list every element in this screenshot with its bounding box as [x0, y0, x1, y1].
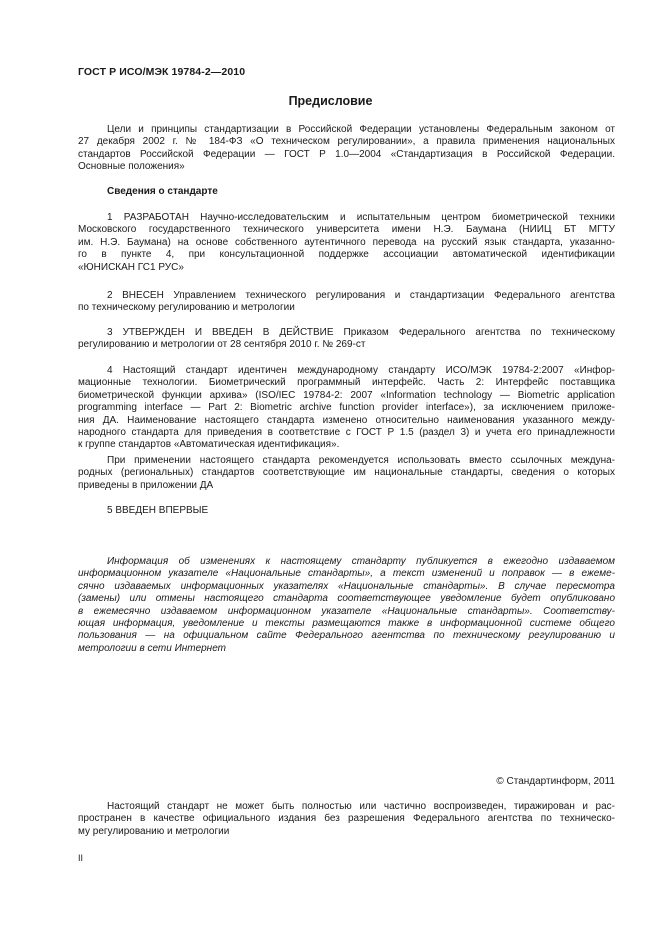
page-number: II: [78, 853, 84, 863]
item-3-line: 3 УТВЕРЖДЕН И ВВЕДЕН В ДЕЙСТВИЕ Приказом Федерального агентства по техническому: [107, 327, 615, 338]
item-4b-line: родных (региональных) стандартов соответствующие им национальные стандарты, сведения о которых: [78, 467, 615, 479]
item-1-paragraph: [78, 212, 615, 274]
rights-line: му регулированию и метрологии: [78, 825, 230, 837]
item-4-line: programming interface — Part 2: Biometric archive function provider interface»), за исключением приложе-: [78, 402, 615, 414]
item-4-line: ния ДА. Наименование настоящего стандарта изменено относительно наименования указанного между-: [78, 414, 615, 426]
item-3-line: регулированию и метрологии от 28 сентября 2010 г. № 269-ст: [78, 339, 366, 351]
section-title: Сведения о стандарте: [107, 186, 218, 197]
notice-line: информационном указателе «Национальные стандарты», а текст изменений и поправок — в ежеме-: [78, 568, 615, 580]
item-4b-line: приведены в приложении ДА: [78, 479, 214, 491]
item-1-line: «ЮНИСКАН ГС1 РУС»: [78, 261, 184, 273]
item-4-line: биометрической функции архива» (ISO/IEC 19784-2: 2007 «Information technology — Biometric application: [78, 389, 615, 401]
item-4-line: к группе стандартов «Автоматическая идентификация».: [78, 439, 340, 451]
item-3-paragraph: [78, 327, 615, 352]
intro-line: стандартов Российской Федерации — ГОСТ Р 1.0—2004 «Стандартизация в Российской Федерации.: [78, 148, 615, 160]
item-2-line: по техническому регулированию и метрологии: [78, 302, 295, 314]
notice-paragraph: [78, 556, 615, 655]
item-1-line: 1 РАЗРАБОТАН Научно-исследовательским и испытательным центром биометрической техники: [107, 212, 615, 223]
item-1-line: Московского государственного технического университета имени Н.Э. Баумана (НИИЦ БТ МГТУ: [78, 224, 615, 236]
rights-line: Настоящий стандарт не может быть полностью или частично воспроизведен, тиражирован и рас-: [107, 801, 615, 812]
item-5: 5 ВВЕДЕН ВПЕРВЫЕ: [107, 505, 209, 516]
item-2-paragraph: [78, 290, 615, 315]
intro-line: 27 декабря 2002 г. № 184-ФЗ «О техническом регулировании», а правила применения национальных: [78, 136, 615, 148]
notice-line: ющая информация, уведомление и тексты размещаются также в информационной системе общего: [78, 618, 615, 630]
item-1-line: им. Н.Э. Баумана) на основе собственного аутентичного перевода на русский язык стандарта, указанно-: [78, 236, 615, 248]
intro-line: Цели и принципы стандартизации в Российской Федерации установлены Федеральным законом от: [107, 124, 615, 135]
rights-paragraph: [78, 801, 615, 838]
copyright-notice: © Стандартинформ, 2011: [496, 776, 615, 787]
item-4b-line: При применении настоящего стандарта рекомендуется использовать вместо ссылочных междуна-: [107, 455, 615, 466]
notice-line: Информация об изменениях к настоящему стандарту публикуется в ежегодно издаваемом: [107, 556, 615, 567]
page-title: Предисловие: [288, 94, 373, 108]
item-4-line: народного стандарта для приведения в соответствие с ГОСТ Р 1.5 (раздел 3) и учета его принадлежности: [78, 427, 615, 439]
item-2-line: 2 ВНЕСЕН Управлением технического регулирования и стандартизации Федерального агентства: [107, 290, 615, 301]
item-4-line: мационные технологии. Биометрический программный интерфейс. Часть 2: Интерфейс поставщика: [78, 377, 615, 389]
notice-line: сячно издаваемых информационных указателях «Национальные стандарты». В случае пересмотра: [78, 580, 615, 592]
notice-line: (замены) или отмены настоящего стандарта соответствующее уведомление будет опубликовано: [78, 593, 615, 605]
notice-line: в ежемесячно издаваемом информационном указателе «Национальные стандарты». Соответству-: [78, 605, 615, 617]
intro-line: Основные положения»: [78, 161, 185, 173]
item-4-line: 4 Настоящий стандарт идентичен международному стандарту ИСО/МЭК 19784-2:2007 «Инфор-: [107, 365, 615, 376]
item-4-continuation: [78, 455, 615, 492]
item-4-paragraph: [78, 365, 615, 452]
notice-line: метрологии в сети Интернет: [78, 642, 226, 654]
standard-code-header: ГОСТ Р ИСО/МЭК 19784-2—2010: [78, 66, 246, 78]
notice-line: пользования — на официальном сайте Федерального агентства по техническому регулированию и: [78, 630, 615, 642]
rights-line: пространен в качестве официального издания без разрешения Федерального агентства по техническо-: [78, 813, 615, 825]
intro-paragraph: [78, 124, 615, 174]
item-1-line: го в пункте 4, при консультационной поддержке ассоциации автоматической идентификации: [78, 249, 615, 261]
